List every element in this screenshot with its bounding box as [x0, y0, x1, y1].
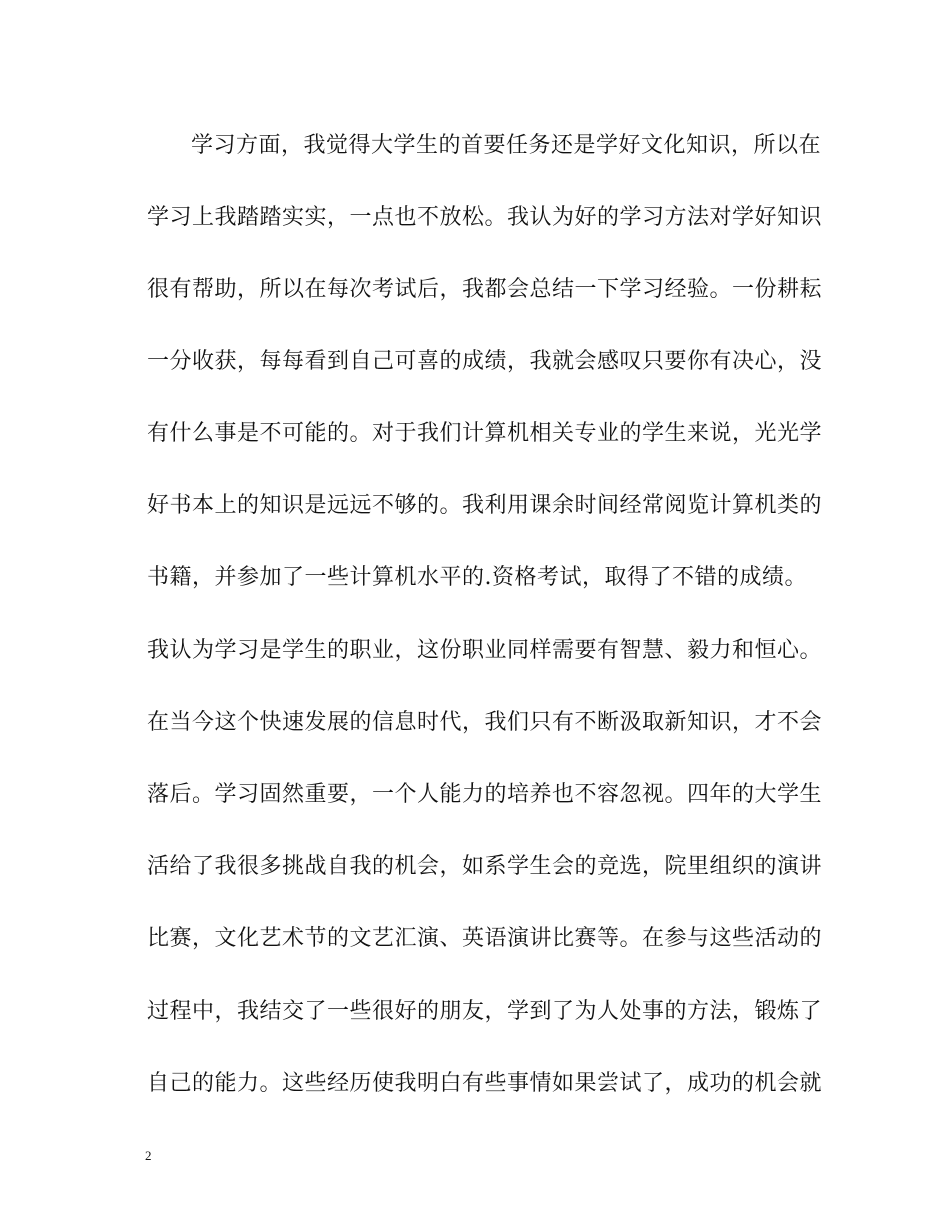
text-line-5: 有什么事是不可能的。对于我们计算机相关专业的学生来说，光光学: [147, 421, 823, 446]
text-line-3: 很有帮助，所以在每次考试后，我都会总结一下学习经验。一份耕耘: [147, 277, 823, 302]
text-line-1: 学习方面，我觉得大学生的首要任务还是学好文化知识，所以在: [191, 133, 822, 158]
text-line-4: 一分收获，每每看到自己可喜的成绩，我就会感叹只要你有决心，没: [147, 349, 823, 374]
text-line-11: 活给了我很多挑战自我的机会，如系学生会的竞选，院里组织的演讲: [147, 854, 823, 879]
text-line-10: 落后。学习固然重要，一个人能力的培养也不容忽视。四年的大学生: [147, 782, 823, 807]
text-line-8: 我认为学习是学生的职业，这份职业同样需要有智慧、毅力和恒心。: [147, 638, 823, 663]
text-line-14: 自己的能力。这些经历使我明白有些事情如果尝试了，成功的机会就: [147, 1071, 823, 1096]
text-line-9: 在当今这个快速发展的信息时代，我们只有不断汲取新知识，才不会: [147, 710, 823, 735]
text-line-7: 书籍，并参加了一些计算机水平的.资格考试，取得了不错的成绩。: [147, 565, 807, 590]
text-line-13: 过程中，我结交了一些很好的朋友，学到了为人处事的方法，锻炼了: [147, 999, 823, 1024]
text-line-2: 学习上我踏踏实实，一点也不放松。我认为好的学习方法对学好知识: [147, 205, 823, 230]
page-number: 2: [145, 1148, 152, 1163]
text-line-6: 好书本上的知识是远远不够的。我利用课余时间经常阅览计算机类的: [147, 493, 823, 518]
text-line-12: 比赛，文化艺术节的文艺汇演、英语演讲比赛等。在参与这些活动的: [147, 926, 823, 951]
